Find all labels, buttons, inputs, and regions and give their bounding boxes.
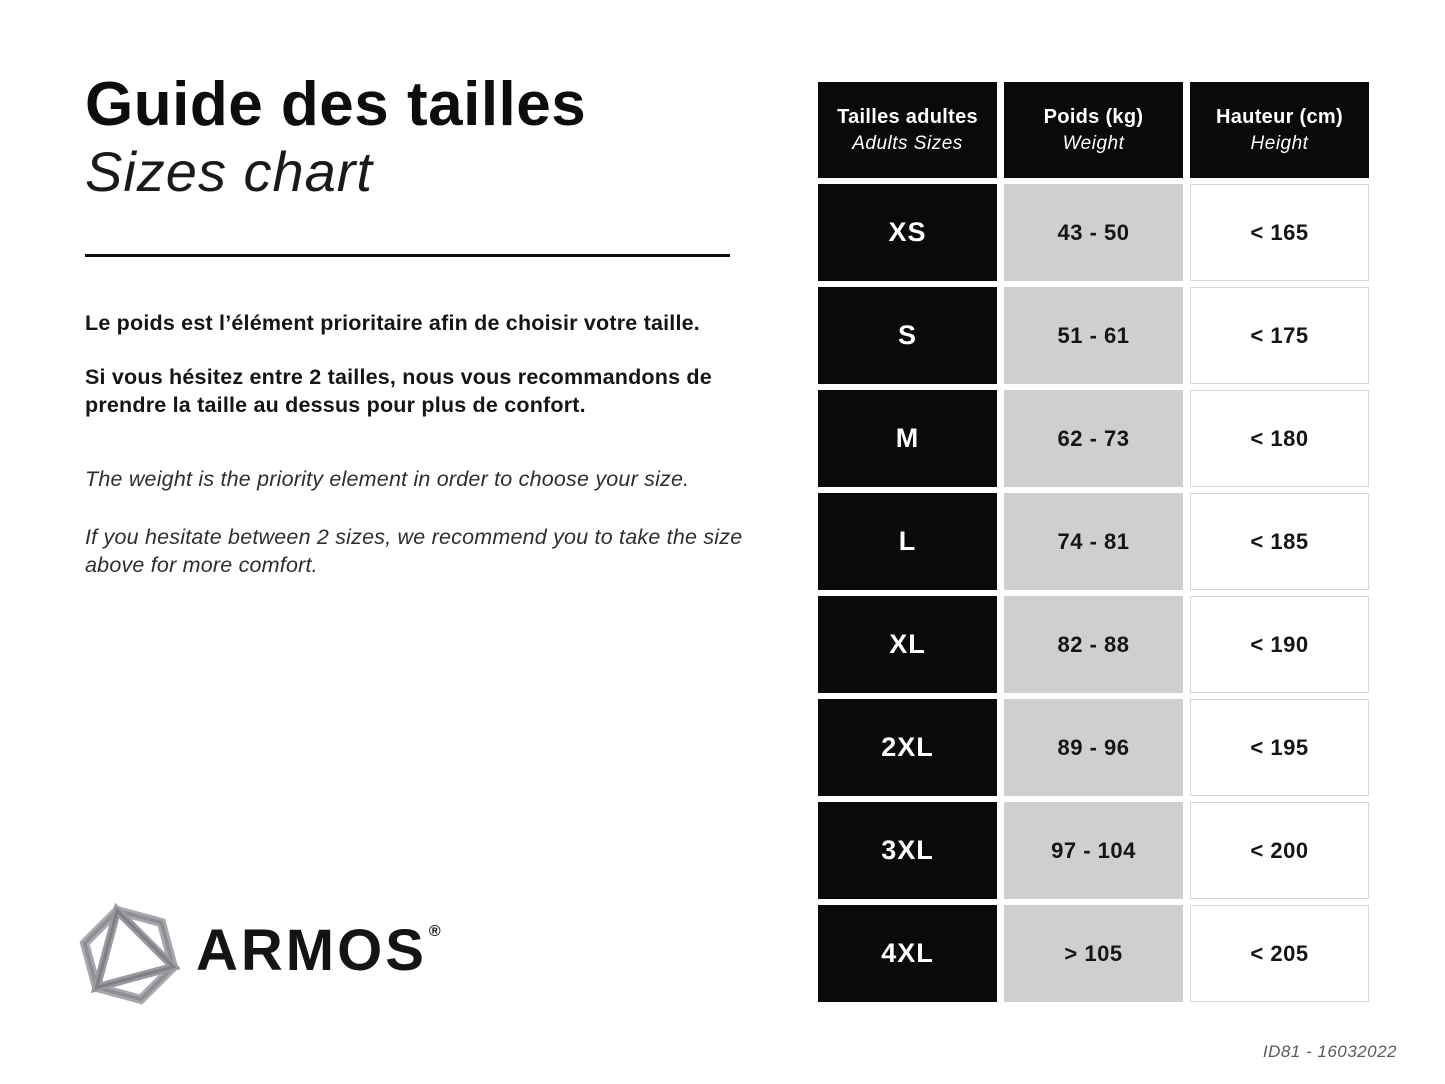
weight-cell: 89 - 96 (1004, 699, 1183, 796)
column-header-sizes (818, 82, 997, 178)
page-title-fr: Guide des tailles (85, 70, 587, 139)
intro-en-line1: The weight is the priority element in order to choose your size. (85, 466, 690, 491)
size-cell: S (818, 287, 997, 384)
title-divider (85, 254, 730, 257)
registered-trademark-symbol: ® (428, 923, 444, 940)
weight-cell: 51 - 61 (1004, 287, 1183, 384)
column-header-weight-fr: Poids (kg) (1043, 105, 1144, 128)
brand-wordmark (196, 918, 444, 983)
height-cell: < 175 (1190, 287, 1369, 384)
weight-cell: 74 - 81 (1004, 493, 1183, 590)
size-cell: 2XL (818, 699, 997, 796)
column-header-weight-en: Weight (1062, 132, 1125, 154)
height-cell: < 180 (1190, 390, 1369, 487)
height-cell: < 200 (1190, 802, 1369, 899)
size-cell: XS (818, 184, 997, 281)
weight-cell: 82 - 88 (1004, 596, 1183, 693)
intro-en-line2: If you hesitate between 2 sizes, we recommend you to take the size above for more comfort. (85, 524, 743, 577)
column-header-height-fr: Hauteur (cm) (1216, 105, 1343, 128)
height-cell: < 165 (1190, 184, 1369, 281)
size-cell: M (818, 390, 997, 487)
column-header-sizes-en: Adults Sizes (852, 132, 963, 154)
weight-cell: 43 - 50 (1004, 184, 1183, 281)
weight-cell: 97 - 104 (1004, 802, 1183, 899)
intro-section (85, 72, 747, 579)
armos-logo-icon (78, 900, 180, 1010)
height-cell: < 195 (1190, 699, 1369, 796)
page-title-en: Sizes chart (85, 140, 373, 204)
size-cell: XL (818, 596, 997, 693)
size-cell: L (818, 493, 997, 590)
height-cell: < 205 (1190, 905, 1369, 1002)
column-header-height (1190, 82, 1369, 178)
intro-fr-line1: Le poids est l’élément prioritaire afin de choisir votre taille. (85, 310, 700, 335)
weight-cell: > 105 (1004, 905, 1183, 1002)
column-header-weight (1004, 82, 1183, 178)
column-header-height-en: Height (1250, 132, 1309, 154)
size-table (818, 82, 1369, 1002)
size-cell: 3XL (818, 802, 997, 899)
height-cell: < 185 (1190, 493, 1369, 590)
size-cell: 4XL (818, 905, 997, 1002)
weight-cell: 62 - 73 (1004, 390, 1183, 487)
height-cell: < 190 (1190, 596, 1369, 693)
column-header-sizes-fr: Tailles adultes (837, 105, 978, 128)
document-reference: ID81 - 16032022 (1262, 1042, 1397, 1061)
brand-name: ARMOS (196, 918, 427, 983)
brand-block (78, 900, 442, 1010)
intro-fr-line2: Si vous hésitez entre 2 tailles, nous vous recommandons de prendre la taille au dessus pour plus de confort. (85, 364, 712, 417)
